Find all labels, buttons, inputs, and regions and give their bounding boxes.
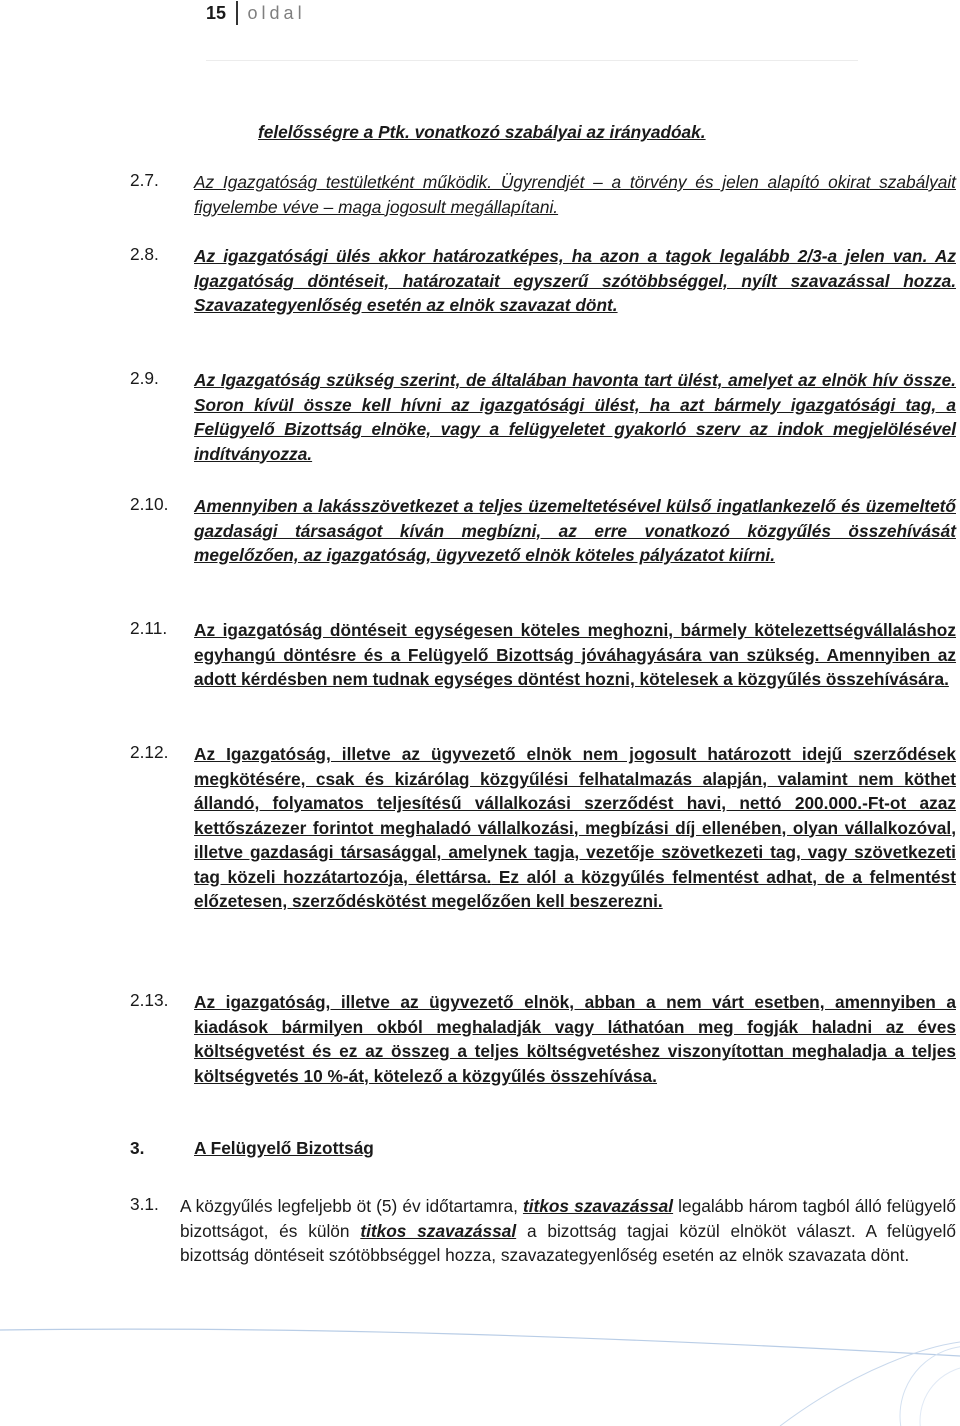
paragraph-number: 2.8. (130, 244, 159, 264)
section-number: 3. (130, 1138, 145, 1158)
paragraph-text-b: Ez alól a közgyűlés felmentést adhat, de a felmentést előzetesen, szerződéskötést megelőzően kell beszerezni. (194, 866, 956, 911)
paragraph-text-b: Amennyiben az adott kérdésben nem tudnak egységes döntést hozni, kötelesek a közgyűlés összehívására. (194, 644, 957, 689)
paragraph-text (194, 990, 956, 1088)
emphasis-secret-ballot-2: titkos szavazással (360, 1220, 517, 1241)
page-number: 15 (206, 2, 227, 23)
header-divider (236, 1, 238, 25)
paragraph-text (194, 368, 956, 466)
paragraph-number: 2.10. (130, 494, 169, 514)
paragraph-number: 2.11. (130, 618, 168, 638)
paragraph-text: Az Igazgatóság testületként működik. Ügyrendjét – a törvény és jelen alapító okirat szabályait figyelembe véve – maga jogosult megállapítani. (194, 172, 956, 217)
page-word: oldal (247, 2, 306, 23)
section-title: A Felügyelő Bizottság (194, 1138, 374, 1158)
paragraph-text (194, 494, 956, 568)
paragraph-text-body: Az igazgatóság, illetve az ügyvezető elnök, abban a nem várt esetben, amennyiben a kiadások bármilyen okból meghaladják vagy láthatóan meg fogják haladni az éves költségvetést és ez az összeg a teljes költségvetéshez viszonyítottan meghaladja a teljes költségvetés 10 %-át, kötelező a közgyűlés összehívása. (194, 992, 956, 1086)
paragraph-number: 2.12. (130, 742, 169, 762)
paragraph-text (194, 244, 956, 318)
footer-decoration (0, 1306, 960, 1426)
paragraph-text-b: Soron kívül össze kell hívni az igazgatósági ülést, ha azt bármely igazgatósági tag, a Felügyelő Bizottság elnöke, vagy a felügyeletet gyakorló szerv az indok megjelölésével indítványozza. (194, 394, 956, 464)
paragraph-text (180, 1194, 956, 1268)
paragraph-text (194, 618, 956, 692)
emphasis-secret-ballot-1: titkos szavazással (522, 1196, 674, 1216)
paragraph-text-s3: legalább három tagból álló felügyelő bizottságot, és külön (180, 1196, 956, 1241)
footer-circle (900, 1346, 960, 1426)
paragraph-text-a: Az Igazgatóság, illetve az ügyvezető elnök nem jogosult határozott idejű szerződések megkötésére, csak és kizárólag közgyűlési felhatalmazás alapján, valamint nem köthet állandó, folyamatos teljesítésű vállalkozási szerződést havi, nettó 200.000.-Ft-ot azaz kettőszázezer forintot meghaladó vállalkozási, megbízási díj ellenében, olyan vállalkozóval, illetve gazdasági társasággal, amelynek tagja, vezetője szövetkezeti tag, vagy szövetkezeti tag közeli hozzátartozója, élettársa. (194, 744, 956, 887)
paragraph-text-a: Az igazgatóság döntéseit egységesen köteles meghozni, bármely kötelezettségvállaláshoz egyhangú döntésre és a Felügyelő Bizottság jóváhagyására van szükség. (194, 620, 956, 665)
footer-swoosh-line (0, 1329, 960, 1356)
paragraph-text-body: Amennyiben a lakásszövetkezet a teljes üzemeltetésével külső ingatlankezelő és üzemeltető gazdasági társaságot kíván megbízni, az erre vonatkozó közgyűlés összehívását megelőzően, az igazgatóság, ügyvezető elnök köteles pályázatot kiírni. (194, 496, 956, 565)
intro-line: felelősségre a Ptk. vonatkozó szabályai az irányadóak. (258, 122, 706, 142)
page-header (206, 0, 306, 26)
paragraph-number: 2.9. (130, 368, 159, 388)
footer-circle-inner (920, 1366, 960, 1426)
section-heading (130, 1138, 374, 1159)
paragraph-number: 2.7. (130, 170, 159, 190)
paragraph-text-a: Az Igazgatóság szükség szerint, de általában havonta tart ülést, amelyet az elnök hív össze. (194, 370, 956, 390)
paragraph-text-s1: A közgyűlés legfeljebb öt (5) év időtartamra, (180, 1196, 523, 1216)
paragraph-text (194, 742, 956, 914)
paragraph-text-s5: a bizottság tagjai közül elnököt választ. A felügyelő bizottság döntéseit szótöbbséggel hozza, szavazategyenlőség esetén az elnök szavazata dönt. (180, 1220, 956, 1265)
paragraph-number: 2.13. (130, 990, 169, 1010)
header-rule (206, 60, 858, 61)
paragraph-text-body: Az igazgatósági ülés akkor határozatképes, ha azon a tagok legalább 2/3-a jelen van. Az Igazgatóság döntéseit, határozatait egyszerű szótöbbséggel, nyílt szavazással hozza. Szavazategyenlőség esetén az elnök szavazat dönt. (194, 246, 956, 315)
paragraph-number: 3.1. (130, 1194, 159, 1214)
